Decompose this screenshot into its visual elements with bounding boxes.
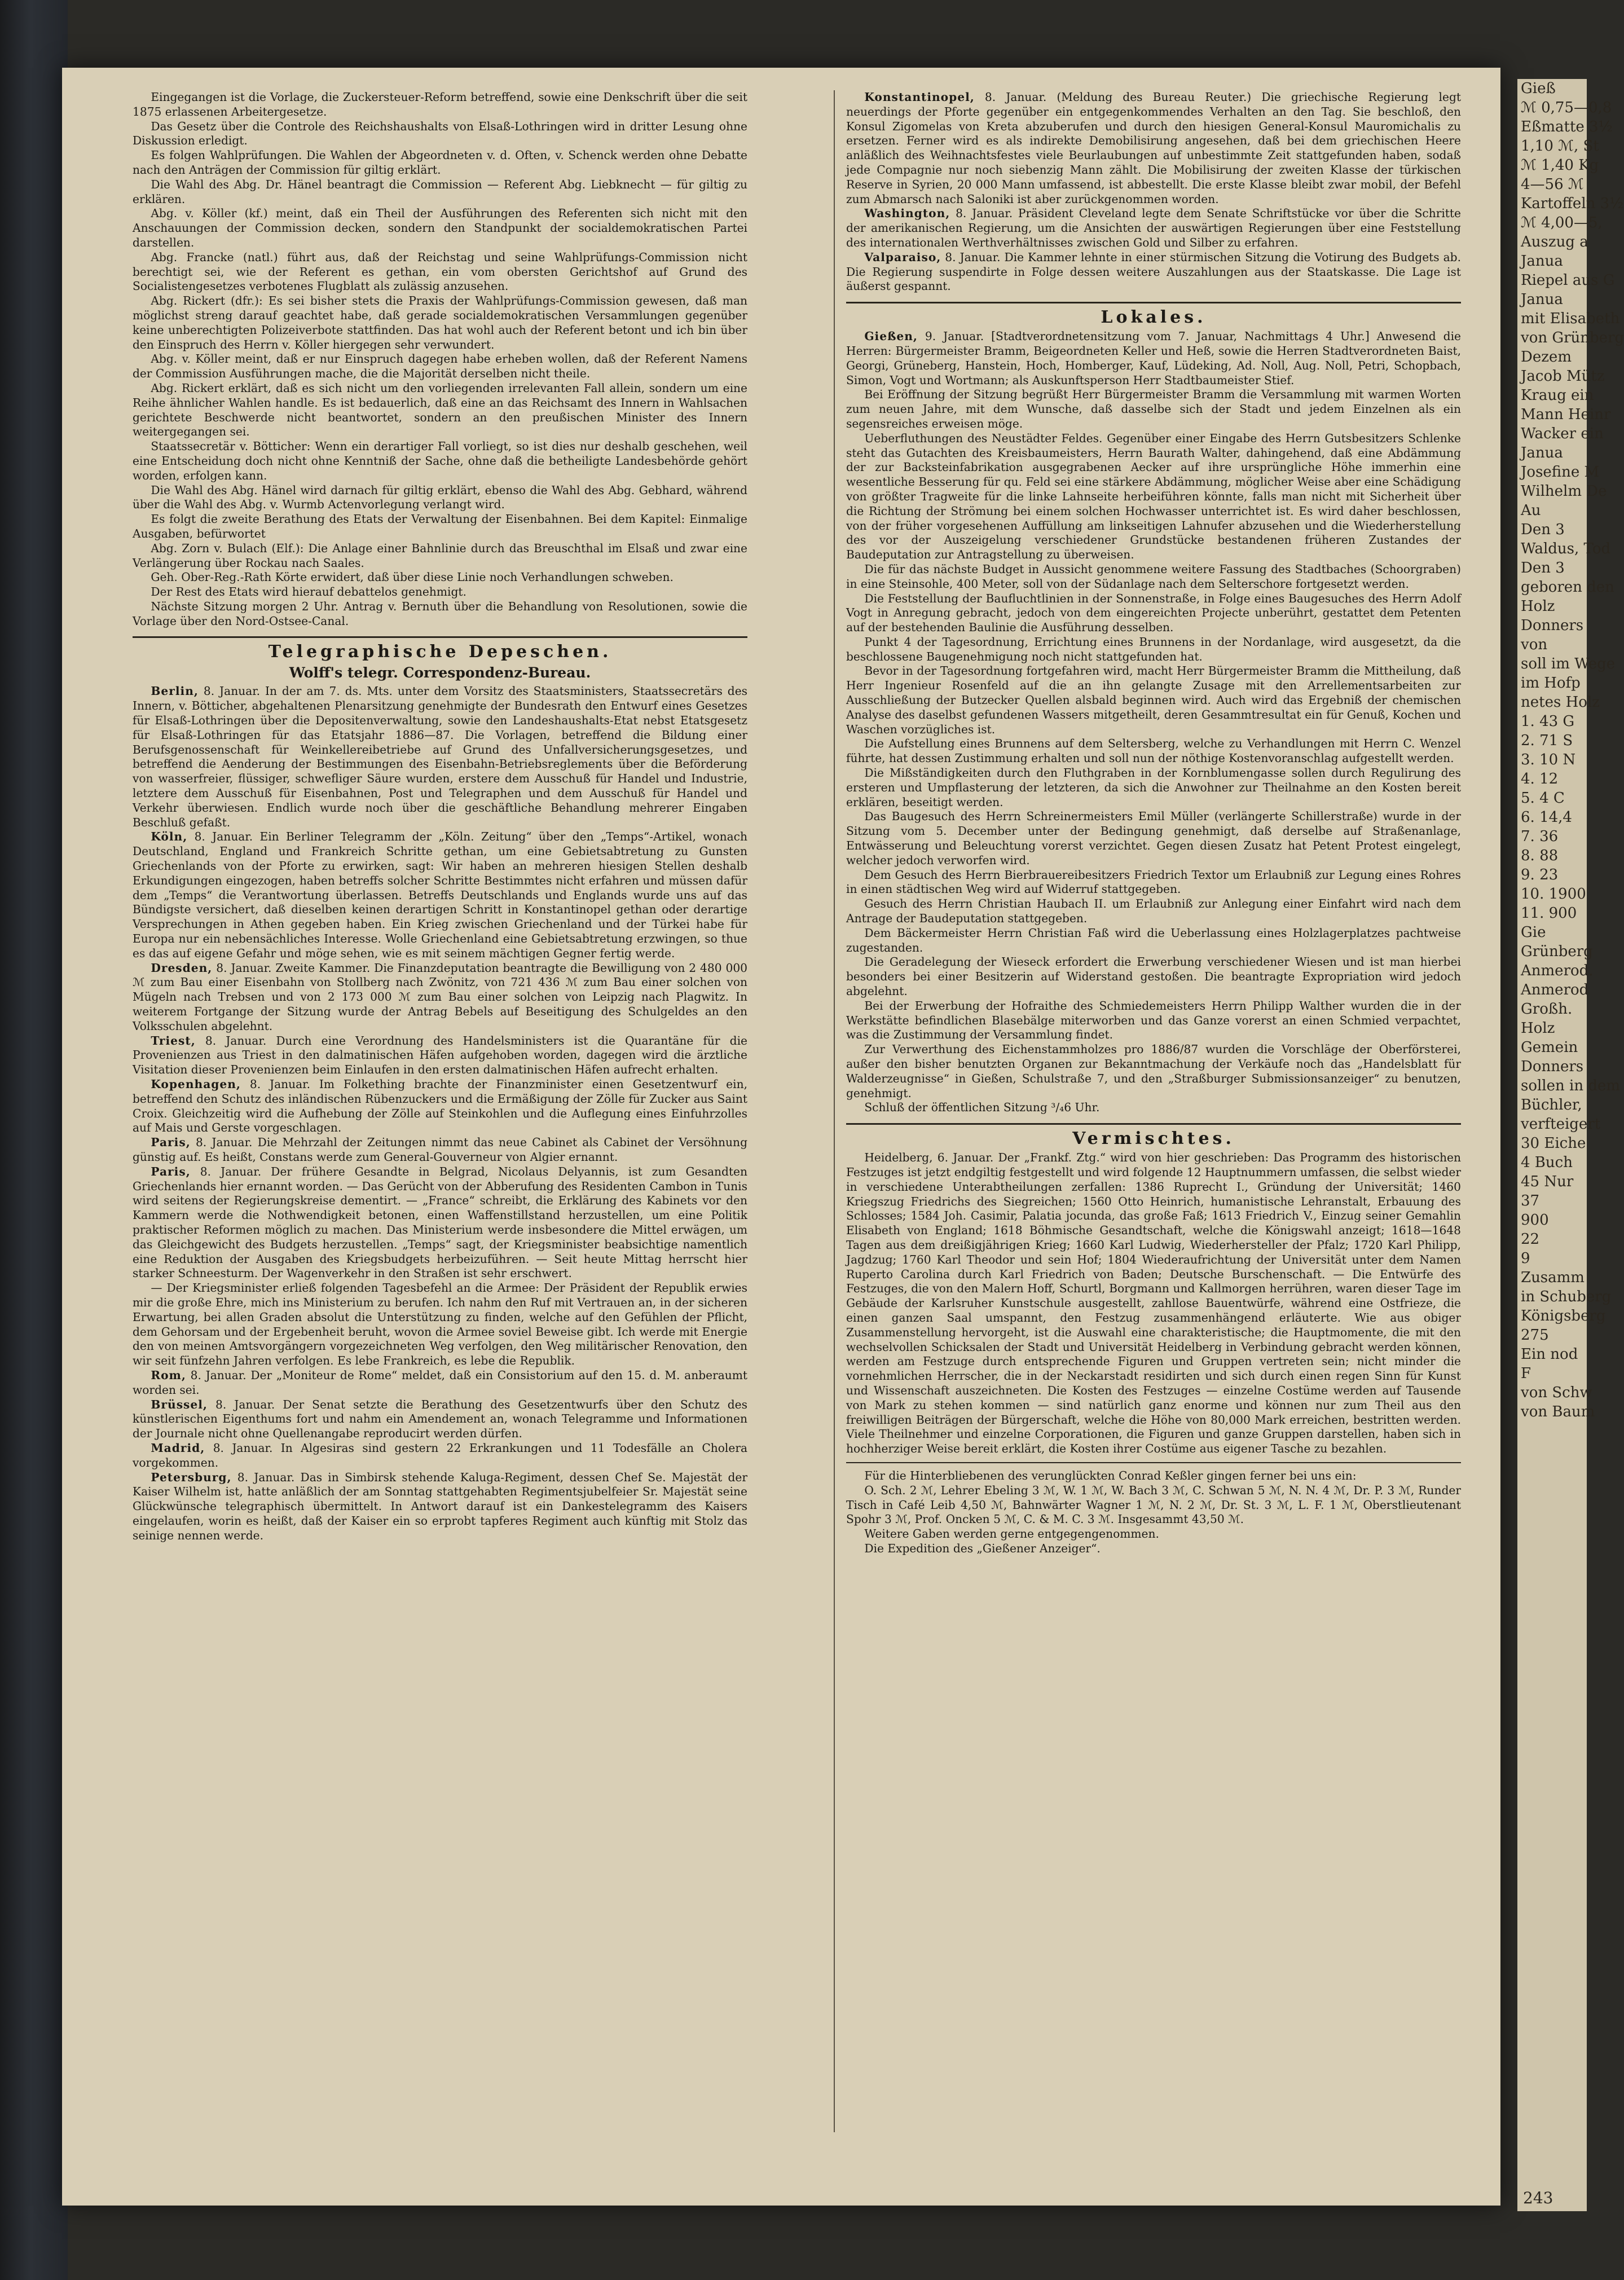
donation-paragraph: O. Sch. 2 ℳ, Lehrer Ebeling 3 ℳ, W. 1 ℳ, W. Bach 3 ℳ, C. Schwan 5 ℳ, N. N. 4 ℳ, Dr. P. 3 ℳ, Runder Tisch in Café Leib 4,50 ℳ, Bahnwärter Wagner 1 ℳ, N. 2 ℳ, Dr. St. 3 ℳ, L. F. 1 ℳ, Oberstlieutenant Spohr 3 ℳ, Prof. Oncken 5 ℳ, C. & M. C. 3 ℳ. Insgesammt 43,50 ℳ.: [846, 1483, 1461, 1526]
report-paragraph: Abg. Francke (natl.) führt aus, daß der Reichstag und seine Wahlprüfungs-Commission nicht berechtigt sei, wie der Referent es gethan, ein vom obersten Gerichtshof auf Grund des Socialistengesetzes verbotenes Flugblatt als zulässig anzusehen.: [133, 250, 747, 293]
lokales-paragraph: [846, 999, 1461, 1042]
dateline: Gießen,: [864, 329, 918, 344]
report-paragraph: Der Rest des Etats wird hierauf debattelos genehmigt.: [151, 585, 466, 599]
telegram-item: [133, 1471, 747, 1543]
lokales-paragraph: [846, 926, 1461, 956]
adjacent-page-text-fragment: sollen in dem: [1521, 1077, 1621, 1094]
adjacent-page-text-fragment: ℳ 4,00—5,: [1521, 214, 1603, 231]
dateline: Rom,: [151, 1368, 186, 1382]
vermischtes-list: [846, 1151, 1461, 1456]
lokales-paragraph: [846, 635, 1461, 664]
adjacent-page-text-fragment: Dezem: [1521, 349, 1572, 366]
article-text: 8. Januar. Der „Moniteur de Rome“ meldet, daß ein Consistorium auf den 15. d. M. anberaumt worden sei.: [133, 1368, 748, 1397]
adjacent-page-text-fragment: 10. 1900: [1521, 886, 1586, 903]
lokales-paragraph: [846, 897, 1461, 926]
adjacent-page-text-fragment: Donners: [1521, 617, 1584, 634]
adjacent-page-text-fragment: von Schw: [1521, 1384, 1592, 1401]
telegram-item: [133, 1368, 747, 1398]
adjacent-page-text-fragment: 275: [1521, 1327, 1549, 1344]
donation-notice: [846, 1469, 1461, 1556]
adjacent-page-text-fragment: 45 Nur: [1521, 1173, 1574, 1190]
adjacent-page-text-fragment: Janua: [1521, 253, 1563, 270]
adjacent-page-text-fragment: 30 Eiche: [1521, 1135, 1586, 1152]
adjacent-page-text-fragment: Wilhelm De: [1521, 483, 1607, 500]
telegram-item: [846, 206, 1461, 250]
dateline: Brüssel,: [151, 1397, 208, 1411]
adjacent-page-text-fragment: Anmerod: [1521, 981, 1589, 998]
dateline: Washington,: [864, 206, 950, 221]
lokales-paragraph: [846, 562, 1461, 592]
adjacent-page-text-fragment: Holz: [1521, 1020, 1555, 1037]
lokales-list: [846, 329, 1461, 1115]
adjacent-page-text-fragment: Gieß: [1521, 80, 1556, 97]
adjacent-page-text-fragment: Wacker ein: [1521, 425, 1604, 442]
foreign-telegrams: [846, 90, 1461, 294]
adjacent-page-text-fragment: im Hofp: [1521, 675, 1581, 692]
lokales-paragraph: [846, 1101, 1461, 1115]
adjacent-page-text-fragment: geboren den: [1521, 579, 1614, 596]
adjacent-page-fragment: [1517, 79, 1624, 2211]
report-paragraph: Geh. Ober-Reg.-Rath Körte erwidert, daß über diese Linie noch Verhandlungen schweben.: [151, 570, 674, 584]
lokales-paragraph: [846, 809, 1461, 868]
adjacent-page-text-fragment: von Grünberg: [1521, 329, 1624, 346]
article-text: 8. Januar. Das in Simbirsk stehende Kaluga-Regiment, dessen Chef Se. Majestät der Kaiser Wilhelm ist, hatte anläßlich der am Sonntag stattgehabten Regimentsjubelfeier Sr. Majestät seine Glückwünsche telegraphisch übermittelt. In Antwort darauf ist ein Dankestelegramm des Kaisers eingelaufen, worin es heißt, daß der Kaiser ein so erprobt tapferes Regiment auch künftig mit Stolz das seinige nennen werde.: [133, 1470, 747, 1542]
article-text: Heidelberg, 6. Januar. Der „Frankf. Ztg.“ wird von hier geschrieben: Das Programm des historischen Festzuges ist jetzt endgiltig festgestellt und wird folgende 12 Hauptnummern umfassen, die selbst wieder in verschiedene Unterabtheilungen zerfallen: 1386 Ruprecht I., Gründung der Universität; 1460 Kriegszug Friedrichs des Siegreichen; 1560 Otto Heinrich, humanistische Lehranstalt, Erbauung des Schlosses; 1584 Joh. Casimir, Palatia jocunda, das große Faß; 1613 Friedrich V., Einzug seiner Gemahlin Elisabeth von England; 1618 Böhmische Gesandtschaft, welche die Königswahl anzeigt; 1618—1648 Tagen aus dem dreißigjährigen Krieg; 1660 Karl Ludwig, Wiederhersteller der Pfalz; 1720 Karl Philipp, Jagdzug; 1760 Karl Theodor und sein Hof; 1804 Wiederaufrichtung der Universität unter dem Namen Ruperto Carolina durch Karl Friedrich von Baden; Deutsche Burschenschaft. — Die Entwürfe des Festzuges, die von den Malern Hoff, Schurtl, Borgmann und Kallmorgen herrühren, waren dieser Tage im Gebäude der Karlsruher Kunstschule ausgestellt, zahllose Bauentwürfe, während eine Ostfrieze, die einen ganzen Saal umspannt, den Festzug zusammenhängend erläuterte. Wie aus obiger Zusammenstellung hervorgeht, ist die Auswahl eine charakteristische; die Hauptmomente, die mit den wechselvollen Schicksalen der Stadt und Universität Heidelberg in Verbindung gebracht werden können, werden am Festzuge durch entsprechende Figuren und Gruppen vertreten sein; nicht minder die vornehmlichen Herrscher, die in der Neckarstadt residirten und sich durch einen regen Sinn für Kunst und Wissenschaft auszeichneten. Die Kosten des Festzuges — einzelne Costüme werden auf Tausende von Mark zu stehen kommen — sind natürlich ganz enorme und können nur zum Theil aus den freiwilligen Beiträgen der Bürgerschaft, welche die Höhe von 80,000 Mark erreichen, bestritten werden. Viele Theilnehmer und einzelne Corporationen, die Figuren und ganze Gruppen darstellen, haben sich in hochherziger Weise bereit erklärt, die Kosten ihrer Costüme aus eigener Tasche zu bezahlen.: [846, 1151, 1461, 1456]
adjacent-page-text-fragment: Gie: [1521, 924, 1546, 941]
adjacent-page-text-fragment: 1. 43 G: [1521, 713, 1575, 730]
adjacent-page-text-fragment: netes Holz: [1521, 694, 1600, 711]
lokales-heading: Lokales.: [1101, 307, 1207, 328]
article-text: 8. Januar. Präsident Cleveland legte dem Senate Schriftstücke vor über die Schritte der amerikanischen Regierung, um die Ansichten der auswärtigen Regierungen über eine Feststellung des internationalen Werthverhältnisses zwischen Gold und Silber zu erfahren.: [846, 206, 1461, 249]
article-text: 8. Januar. Die Mehrzahl der Zeitungen nimmt das neue Cabinet als Cabinet der Versöhnung günstig auf. Es heißt, Constans werde zum General-Gouverneur von Algier ernannt.: [133, 1135, 747, 1164]
article-text: 8. Januar. Ein Berliner Telegramm der „Köln. Zeitung“ über den „Temps“-Artikel, wonach Deutschland, England und Frankreich Schritte gethan, um eine Gebietsabtretung zu Gunsten Griechenlands von der Pforte zu erwirken, sagt: Wir haben an mehreren hiesigen Stellen deshalb Erkundigungen eingezogen, haben betreffs solcher Schritte Bestimmtes nicht erfahren und müssen dafür dem „Temps“ die Verantwortung überlassen. Betreffs Deutschlands und Englands wurde uns auf das Bündigste versichert, daß dieselben keinen derartigen Schritt in Konstantinopel gethan oder derartige Versprechungen in Athen gegeben haben. Ein Krieg zwischen Griechenland und der Türkei habe für Europa nur ein nebensächliches Interesse. Wolle Griechenland eine Gebietsabtretung erzwingen, so thue es das auf eigene Gefahr und möge sehen, wie es mit seinem mächtigen Gegner fertig werde.: [133, 830, 747, 960]
lokales-paragraph: [846, 592, 1461, 635]
adjacent-page-text-fragment: 9. 23: [1521, 866, 1559, 883]
adjacent-page-text-fragment: Au: [1521, 502, 1541, 519]
report-paragraph: Die Wahl des Abg. Dr. Hänel beantragt die Commission — Referent Abg. Liebknecht — für giltig zu erklären.: [133, 177, 747, 206]
adjacent-page-text-fragment: Jacob Mütz: [1521, 368, 1605, 385]
adjacent-page-text-fragment: Riepel aus G: [1521, 272, 1615, 289]
section-divider: [133, 636, 747, 638]
telegram-item: [133, 1135, 747, 1165]
vermischtes-heading: Vermischtes.: [1072, 1129, 1235, 1149]
report-paragraph: Es folgt die zweite Berathung des Etats der Verwaltung der Eisenbahnen. Bei dem Kapitel: Einmalige Ausgaben, befürwortet: [133, 512, 747, 540]
article-text: Dem Gesuch des Herrn Bierbrauereibesitzers Friedrich Textor um Erlaubniß zur Legung eines Rohres in einen städtischen Weg wird auf Widerruf stattgegeben.: [846, 868, 1461, 896]
telegram-item: [133, 1398, 747, 1441]
adjacent-page-text-fragment: 5. 4 C: [1521, 790, 1565, 807]
telegram-item: [846, 250, 1461, 294]
article-text: Ueberfluthungen des Neustädter Feldes. Gegenüber einer Eingabe des Herrn Gutsbesitzers Schlenke steht das Gutachten des Kreisbaumeisters, Herrn Baurath Walter, dahingehend, daß eine Abdämmung der zur Backsteinfabrikation ausgegrabenen Aecker auf ihre ursprüngliche Höhe immerhin eine wesentliche Besserung für qu. Feld sei eine stärkere Abdämmung, möglicher Weise aber eine Schädigung von größter Tragweite für die linke Lahnseite herbeiführen könnte, falls man nicht mit Sicherheit über die Richtung der Strömung bei einem solchen Hochwasser unterrichtet ist. Es wird daher beschlossen, von der früher vorgesehenen Auffüllung am linkseitigen Lahnufer abzusehen und die Wiederherstellung des vor der Auszeigelung verschiedener Grundstücke bestandenen früheren Zustandes der Baudeputation zur Antragstellung zu überweisen.: [846, 431, 1461, 562]
scan-binding-edge: [0, 0, 68, 2280]
article-text: 8. Januar. In Algesiras sind gestern 22 Erkrankungen und 11 Todesfälle an Cholera vorgekommen.: [133, 1441, 748, 1469]
adjacent-page-text-fragment: Donners: [1521, 1058, 1584, 1075]
adjacent-page-text-fragment: Waldus, Tod: [1521, 540, 1611, 557]
adjacent-page-text-fragment: Ein nod: [1521, 1346, 1578, 1363]
adjacent-page-text-fragment: Grünberg: [1521, 943, 1593, 960]
article-text: Die Geradelegung der Wieseck erfordert die Erwerbung verschiedener Wiesen und ist man hierbei besonders bei einer Besitzerin auf Widerstand gestoßen. Die beantragte Expropriation wird jedoch abgelehnt.: [846, 955, 1461, 998]
lokales-paragraph: [846, 955, 1461, 998]
adjacent-page-text-fragment: ℳ 1,40 Kg: [1521, 157, 1599, 174]
dateline: Triest,: [151, 1033, 196, 1047]
article-text: 8. Januar. Der Senat setzte die Berathung des Gesetzentwurfs über den Schutz des künstlerischen Eigenthums fort und nahm ein Amendement an, wonach Telegramme und Informationen der Journale nicht ohne Quellenangabe reproducirt werden dürfen.: [133, 1397, 747, 1441]
article-text: Dem Bäckermeister Herrn Christian Faß wird die Ueberlassung eines Holzlagerplatzes pachtweise zugestanden.: [846, 926, 1461, 954]
article-text: Bevor in der Tagesordnung fortgefahren wird, macht Herr Bürgermeister Bramm die Mittheilung, daß Herr Ingenieur Rosenfeld auf die an ihn gelangte Zusage mit den Arrellementsarbeiten zur Ausschließung der Butzecker Quellen alsbald beginnen wird. Auch wird das Ergebniß der chemischen Analyse des daselbst gefundenen Wassers mitgetheilt, deren Gesammtresultat ein für Genuß, Kochen und Waschen vorzügliches ist.: [846, 664, 1461, 736]
reichstag-report: [133, 90, 747, 628]
donation-paragraph: Für die Hinterbliebenen des verunglückten Conrad Keßler gingen ferner bei uns ein:: [864, 1468, 1357, 1482]
article-text: Die Mißständigkeiten durch den Fluthgraben in der Kornblumengasse sollen durch Regulirung des ersteren und Umpflasterung der letzteren, da sich die Anwohner zur Theilnahme an den Kosten bereit erklären, beseitigt werden.: [846, 766, 1461, 809]
article-text: 9. Januar. [Stadtverordnetensitzung vom 7. Januar, Nachmittags 4 Uhr.] Anwesend die Herren: Bürgermeister Bramm, Beigeordneten Keller und Heß, sowie die Herren Stadtverordneten Baist, Georgi, Grüneberg, Hanstein, Hoch, Homberger, Kauf, Lüdeking, Ad. Noll, Aug. Noll, Petri, Schopbach, Simon, Vogt und Wortmann; als Auskunftsperson Herr Stadtbaumeister Stief.: [846, 329, 1462, 387]
adjacent-page-text-fragment: Königsberg: [1521, 1308, 1606, 1324]
lokales-paragraph: [846, 868, 1461, 897]
telegram-item: [133, 961, 747, 1034]
right-column: [846, 90, 1461, 2132]
telegram-item: [133, 1165, 747, 1281]
telegram-item: [133, 1077, 747, 1135]
adjacent-page-text-fragment: 8. 88: [1521, 847, 1559, 864]
report-paragraph: Die Wahl des Abg. Hänel wird darnach für giltig erklärt, ebenso die Wahl des Abg. Gebhard, während über die Wahl des Abg. v. Wurmb Actenvorlegung verlangt wird.: [133, 483, 747, 512]
adjacent-page-text-fragment: von Baum: [1521, 1403, 1595, 1420]
adjacent-page-text-fragment: 4. 12: [1521, 771, 1559, 787]
lokales-paragraph: [846, 432, 1461, 562]
adjacent-page-text-fragment: Anmerod.: [1521, 962, 1594, 979]
adjacent-page-text-fragment: 7. 36: [1521, 828, 1559, 845]
lokales-paragraph: [846, 737, 1461, 766]
donation-paragraph: Weitere Gaben werden gerne entgegengenommen.: [864, 1527, 1159, 1541]
report-paragraph: Abg. Zorn v. Bulach (Elf.): Die Anlage einer Bahnlinie durch das Breuschthal im Elsaß und zwar eine Verlängerung über Rockau nach Saales.: [133, 541, 747, 570]
report-paragraph: Abg. Rickert erklärt, daß es sich nicht um den vorliegenden irrelevanten Fall allein, sondern um eine Reihe ähnlicher Wahlen handle. Es ist bedauerlich, daß eine an das Reichsamt des Innern in Wahlsachen gerichtete Beschwerde nicht beantwortet, sondern an den preußischen Minister des Innern weitergegangen sei.: [133, 381, 747, 439]
article-text: 8. Januar. Durch eine Verordnung des Handelsministers ist die Quarantäne für die Provenienzen aus Triest in den dalmatinischen Häfen aufgehoben worden, dagegen wird die ärztliche Visitation dieser Provenienzen beim Einlaufen in den ersten dalmatinischen Häfen aufrecht erhalten.: [133, 1033, 747, 1077]
report-paragraph: Eingegangen ist die Vorlage, die Zuckersteuer-Reform betreffend, sowie eine Denkschrift über die seit 1875 erlassenen Arbeitergesetze.: [133, 90, 747, 118]
adjacent-page-text-fragment: Eßmatte 3½: [1521, 118, 1613, 135]
article-text: — Der Kriegsminister erließ folgenden Tagesbefehl an die Armee: Der Präsident der Republik erwies mir die große Ehre, mich ins Ministerium zu berufen. Ich nahm den Ruf mit Vertrauen an, in der sicheren Erwartung, bei allen Graden absolut die Unterstützung zu finden, welche auf den Gefühlen der Pflicht, dem Gehorsam und der Ergebenheit beruht, wovon die Armee soviel Beweise gibt. Ich werde mit Energie den von meinen Amtsvorgängern vorgezeichneten Weg verfolgen, den Weg militärischer Renovation, den wir seit fünfzehn Jahren verfolgen. Es lebe Frankreich, es lebe die Republik.: [133, 1281, 747, 1368]
adjacent-page-text-fragment: Büchler,: [1521, 1097, 1582, 1113]
adjacent-page-text-fragment: 11. 900: [1521, 905, 1577, 922]
telegram-item: [133, 1034, 747, 1077]
adjacent-page-text-fragment: 1,10 ℳ, St: [1521, 138, 1599, 155]
adjacent-page-text-fragment: 2. 71 S: [1521, 732, 1573, 749]
adjacent-page-text-fragment: Kartoffeln 3½: [1521, 195, 1624, 212]
telegrams-heading: Telegraphische Depeschen.: [268, 642, 612, 662]
telegram-item: [133, 1441, 747, 1471]
adjacent-page-text-fragment: Josefine M: [1521, 464, 1600, 481]
report-paragraph: Abg. v. Köller (kf.) meint, daß ein Theil der Ausführungen des Referenten sich nicht mit den Anschauungen der Commission decken, sondern den Standpunkt der socialdemokratischen Partei darstellen.: [133, 206, 747, 249]
adjacent-page-text-fragment: Janua: [1521, 291, 1563, 308]
adjacent-page-text-fragment: 4 Buch: [1521, 1154, 1573, 1171]
article-text: 8. Januar. In der am 7. ds. Mts. unter dem Vorsitz des Staatsministers, Staatssecretärs des Innern, v. Bötticher, abgehaltenen Plenarsitzung genehmigte der Bundesrath den Entwurf eines Gesetzes für Elsaß-Lothringen über die Depositenverwaltung, sowie den Landeshaushalts-Etat nebst Etatsgesetz für Elsaß-Lothringen für das Etatsjahr 1886—87. Die Vorlagen, betreffend die Bildung einer Berufsgenossenschaft für Weinkellereibetriebe auf Grund des Unfallversicherungsgesetzes, und betreffend die Aenderung der Bestimmungen des Eisenbahn-Betriebsreglements über die Beförderung von wasserfreier, flüssiger, schwefliger Säure wurden, erstere dem Ausschuß für Handel und Industrie, letztere dem Ausschuß für Eisenbahnen, Post und Telegraphen und dem Ausschuß für Handel und Verkehr überwiesen. Endlich wurde noch über die geschäftliche Behandlung mehrerer Eingaben Beschluß gefaßt.: [133, 684, 747, 829]
adjacent-page-text-fragment: 22: [1521, 1231, 1540, 1248]
adjacent-page-text-fragment: in Schuberg: [1521, 1288, 1612, 1305]
article-text: Punkt 4 der Tagesordnung, Errichtung eines Brunnens in der Nordanlage, wird ausgesetzt, da die beschlossene Baugenehmigung noch nicht stattgefunden hat.: [846, 635, 1461, 663]
report-paragraph: Nächste Sitzung morgen 2 Uhr. Antrag v. Bernuth über die Behandlung von Resolutionen, sowie die Vorlage über den Nord-Ostsee-Canal.: [133, 599, 747, 628]
adjacent-page-text-fragment: von: [1521, 636, 1548, 653]
report-paragraph: Abg. v. Köller meint, daß er nur Einspruch dagegen habe erheben wollen, daß der Referent Namens der Commission Ausführungen mache, die die Majorität derselben nicht theile.: [133, 352, 747, 381]
report-paragraph: Es folgen Wahlprüfungen. Die Wahlen der Abgeordneten v. d. Often, v. Schenck werden ohne Debatte nach den Anträgen der Commission für giltig erklärt.: [133, 148, 747, 177]
vermischtes-paragraph: [846, 1151, 1461, 1456]
adjacent-page-text-fragment: Den 3: [1521, 521, 1565, 538]
dateline: Paris,: [151, 1164, 191, 1178]
adjacent-page-text-fragment: F: [1521, 1365, 1531, 1382]
lokales-paragraph: [846, 329, 1461, 388]
adjacent-page-text-fragment: 3. 10 N: [1521, 751, 1576, 768]
adjacent-page-text-fragment: ℳ 0,75—0,8: [1521, 99, 1612, 116]
report-paragraph: Das Gesetz über die Controle des Reichshaushalts von Elsaß-Lothringen wird in dritter Lesung ohne Diskussion erledigt.: [133, 119, 747, 148]
adjacent-page-text-fragment: Mann Heinr: [1521, 406, 1611, 423]
adjacent-page-text-fragment: Holz: [1521, 598, 1555, 615]
report-paragraph: Staatssecretär v. Bötticher: Wenn ein derartiger Fall vorliegt, so ist dies nur deshalb geschehen, weil eine Entscheidung doch nicht ohne Kenntniß der Sache, ohne daß die betheiligte Landesbehörde gehört worden, erfolgen kann.: [133, 439, 747, 482]
adjacent-page-text-fragment: soll im Wege: [1521, 655, 1616, 672]
adjacent-page-text-fragment: Zusamm: [1521, 1269, 1585, 1286]
lokales-paragraph: [846, 1042, 1461, 1101]
dateline: Berlin,: [151, 684, 199, 698]
article-text: 8. Januar. (Meldung des Bureau Reuter.) Die griechische Regierung legt neuerdings der Pforte gegenüber ein entgegenkommendes Verhalten an den Tag. Sie beschloß, den Konsul Zigomelas von Kreta abzuberufen und durch den hiesigen General-Konsul Mauromichalis zu ersetzen. Ferner wird es als indirekte Demobilisirung angesehen, daß bei dem griechischen Heere anläßlich des Weihnachtsfestes viele Beurlaubungen auf unbestimmte Zeit stattgefunden haben, sodaß jede Compagnie nur noch siebenzig Mann zählt. Die Mobilisirung der zweiten Klasse der türkischen Reserve in Syrien, 20 000 Mann umfassend, ist abbestellt. Die erste Klasse bleibt zwar mobil, der Befehl zum Abmarsch nach Saloniki ist aber zurückgenommen worden.: [846, 90, 1461, 206]
article-text: 8. Januar. Zweite Kammer. Die Finanzdeputation beantragte die Bewilligung von 2 480 000 ℳ zum Bau einer Eisenbahn von Stollberg nach Zwönitz, von 721 436 ℳ zum Bau einer solchen von Mügeln nach Trebsen und von 2 173 000 ℳ zum Bau einer solchen von Leipzig nach Plagwitz. In weiterem Fortgange der Sitzung wurde der Antrag Bebels auf Beseitigung des Schulgeldes an den Volksschulen abgelehnt.: [133, 961, 748, 1033]
dateline: Dresden,: [151, 961, 213, 975]
section-divider: [846, 1123, 1461, 1125]
telegram-item: [133, 684, 747, 830]
adjacent-page-text-fragment: verfteigert: [1521, 1116, 1601, 1133]
adjacent-page-text-fragment: 4—56 ℳ: [1521, 176, 1584, 193]
column-rule: [834, 90, 835, 2132]
lokales-paragraph: [846, 664, 1461, 737]
article-text: Zur Verwerthung des Eichenstammholzes pro 1886/87 wurden die Vorschläge der Oberförsterei, außer den bisher benutzten Organen zur Bekanntmachung der Verkäufe noch das „Handelsblatt für Walderzeugnisse“ in Gießen, Schulstraße 7, und den „Straßburger Submissionsanzeiger“ zu benutzen, genehmigt.: [846, 1042, 1461, 1100]
dateline: Petersburg,: [151, 1470, 232, 1484]
donation-paragraph: Die Expedition des „Gießener Anzeiger“.: [864, 1541, 1101, 1555]
article-text: Gesuch des Herrn Christian Haubach II. um Erlaubniß zur Anlegung einer Einfahrt wird nach dem Antrage der Baudeputation stattgegeben.: [846, 897, 1461, 926]
telegrams-list: [133, 684, 747, 1543]
telegrams-subheading: Wolff's telegr. Correspondenz-Bureau.: [289, 664, 591, 681]
article-text: Die Aufstellung eines Brunnens auf dem Seltersberg, welche zu Verhandlungen mit Herrn C. Wenzel führte, hat dessen Zustimmung erhalten und soll nun der nöthige Kostenvoranschlag aufgestellt werden.: [846, 737, 1461, 765]
article-text: Die für das nächste Budget in Aussicht genommene weitere Fassung des Stadtbaches (Schoorgraben) in eine Steinsohle, 400 Meter, soll von der Südanlage nach dem Selterschore fortgesetzt werden.: [846, 562, 1461, 591]
telegram-item: [133, 830, 747, 961]
lokales-paragraph: [846, 388, 1461, 431]
dateline: Kopenhagen,: [151, 1077, 241, 1091]
report-paragraph: Abg. Rickert (dfr.): Es sei bisher stets die Praxis der Wahlprüfungs-Commission gewesen, daß man möglichst streng darauf geachtet habe, daß gerade socialdemokratischen Versammlungen gegenüber keine unberechtigten Polizeiverbote stattfinden. Das hat wohl auch der Referent betont und ich bin über den Einspruch des Herrn v. Köller hiergegen sehr verwundert.: [133, 294, 747, 351]
adjacent-page-text-fragment: mit Elisabeth: [1521, 310, 1620, 327]
page-number: 243: [1523, 2189, 1553, 2207]
dateline: Paris,: [151, 1135, 191, 1150]
article-text: 8. Januar. Im Folkething brachte der Finanzminister einen Gesetzentwurf ein, betreffend den Schutz des inländischen Rübenzuckers und die Ermäßigung der Zölle für Zucker aus Saint Croix. Gleichzeitig wird die Aufhebung der Zölle auf Steinkohlen und die Auflegung eines Einfuhrzolles auf Mais und Gerste vorgeschlagen.: [133, 1077, 747, 1135]
article-text: Bei der Erwerbung der Hofraithe des Schmiedemeisters Herrn Philipp Walther wurden die in der Werkstätte befindlichen Blasebälge miterworben und das Ganze vorerst an einen Schmied verpachtet, was die Zustimmung der Versammlung findet.: [846, 998, 1461, 1042]
adjacent-page-text-fragment: 37: [1521, 1192, 1540, 1209]
dateline: Köln,: [151, 830, 188, 844]
article-text: Das Baugesuch des Herrn Schreinermeisters Emil Müller (verlängerte Schillerstraße) wurde in der Sitzung vom 5. December unter der Bedingung genehmigt, daß derselbe auf Straßenanlage, Entwässerung und Beleuchtung vorerst verzichtet. Gegen diesen Zusatz hat Petent Protest eingelegt, welcher jedoch verworfen wird.: [846, 809, 1461, 867]
section-divider: [846, 1462, 1461, 1463]
adjacent-page-text-fragment: Janua: [1521, 444, 1563, 461]
adjacent-page-text-fragment: Den 3: [1521, 560, 1565, 576]
article-text: 8. Januar. Der frühere Gesandte in Belgrad, Nicolaus Delyannis, ist zum Gesandten Griechenlands hier ernannt worden. — Das Gerücht von der Abberufung des Residenten Cambon in Tunis wird seitens der Regierungskreise dementirt. — „France“ schreibt, die Erklärung des Kabinets vor den Kammern werde die Nothwendigkeit betonen, einen Waffenstillstand herzustellen, um eine Politik praktischer Reformen möglich zu machen. Das Ministerium werde insbesondere die Mittel erwägen, um das Gleichgewicht des Budgets herzustellen. „Temps“ sagt, der Kriegsminister beabsichtige namentlich eine Reduktion der Ausgaben des Kriegsbudgets herbeizuführen. — Seit heute Mittag herrscht hier starker Schneesturm. Der Wagenverkehr in den Straßen ist sehr erschwert.: [133, 1164, 748, 1280]
lokales-paragraph: [846, 766, 1461, 809]
adjacent-page-text-fragment: Großh.: [1521, 1001, 1573, 1018]
dateline: Konstantinopel,: [864, 90, 975, 104]
telegram-item: [846, 90, 1461, 206]
article-text: 8. Januar. Die Kammer lehnte in einer stürmischen Sitzung die Votirung des Budgets ab. Die Regierung suspendirte in Folge dessen weitere Auszahlungen aus der Staatskasse. Die Lage ist äußerst gespannt.: [846, 250, 1461, 293]
adjacent-page-text-fragment: Kraug ein: [1521, 387, 1594, 404]
left-column: [133, 90, 747, 2132]
adjacent-page-text-fragment: 900: [1521, 1212, 1549, 1229]
adjacent-page-text-fragment: 9: [1521, 1250, 1530, 1267]
adjacent-page-text-fragment: Auszug a: [1521, 234, 1588, 250]
adjacent-page-text-fragment: 6. 14,4: [1521, 809, 1572, 826]
section-divider: [846, 302, 1461, 303]
article-text: Die Feststellung der Baufluchtlinien in der Sonnenstraße, in Folge eines Baugesuches des Herrn Adolf Vogt in Anregung gebracht, jedoch von dem eingereichten Projecte unberührt, gestattet dem Petenten auf der bestehenden Baulinie die Ausführung desselben.: [846, 591, 1461, 635]
dateline: Valparaiso,: [864, 250, 941, 264]
dateline: Madrid,: [151, 1441, 205, 1455]
telegram-item: [133, 1281, 747, 1368]
article-text: Bei Eröffnung der Sitzung begrüßt Herr Bürgermeister Bramm die Versammlung mit warmen Worten zum neuen Jahre, mit dem Wunsche, daß dasselbe sich der Stadt und jedem Einzelnen als ein segensreiches erweisen möge.: [846, 388, 1461, 430]
article-text: Schluß der öffentlichen Sitzung ³/₄6 Uhr.: [864, 1101, 1100, 1115]
adjacent-page-text-fragment: Gemein: [1521, 1039, 1578, 1056]
